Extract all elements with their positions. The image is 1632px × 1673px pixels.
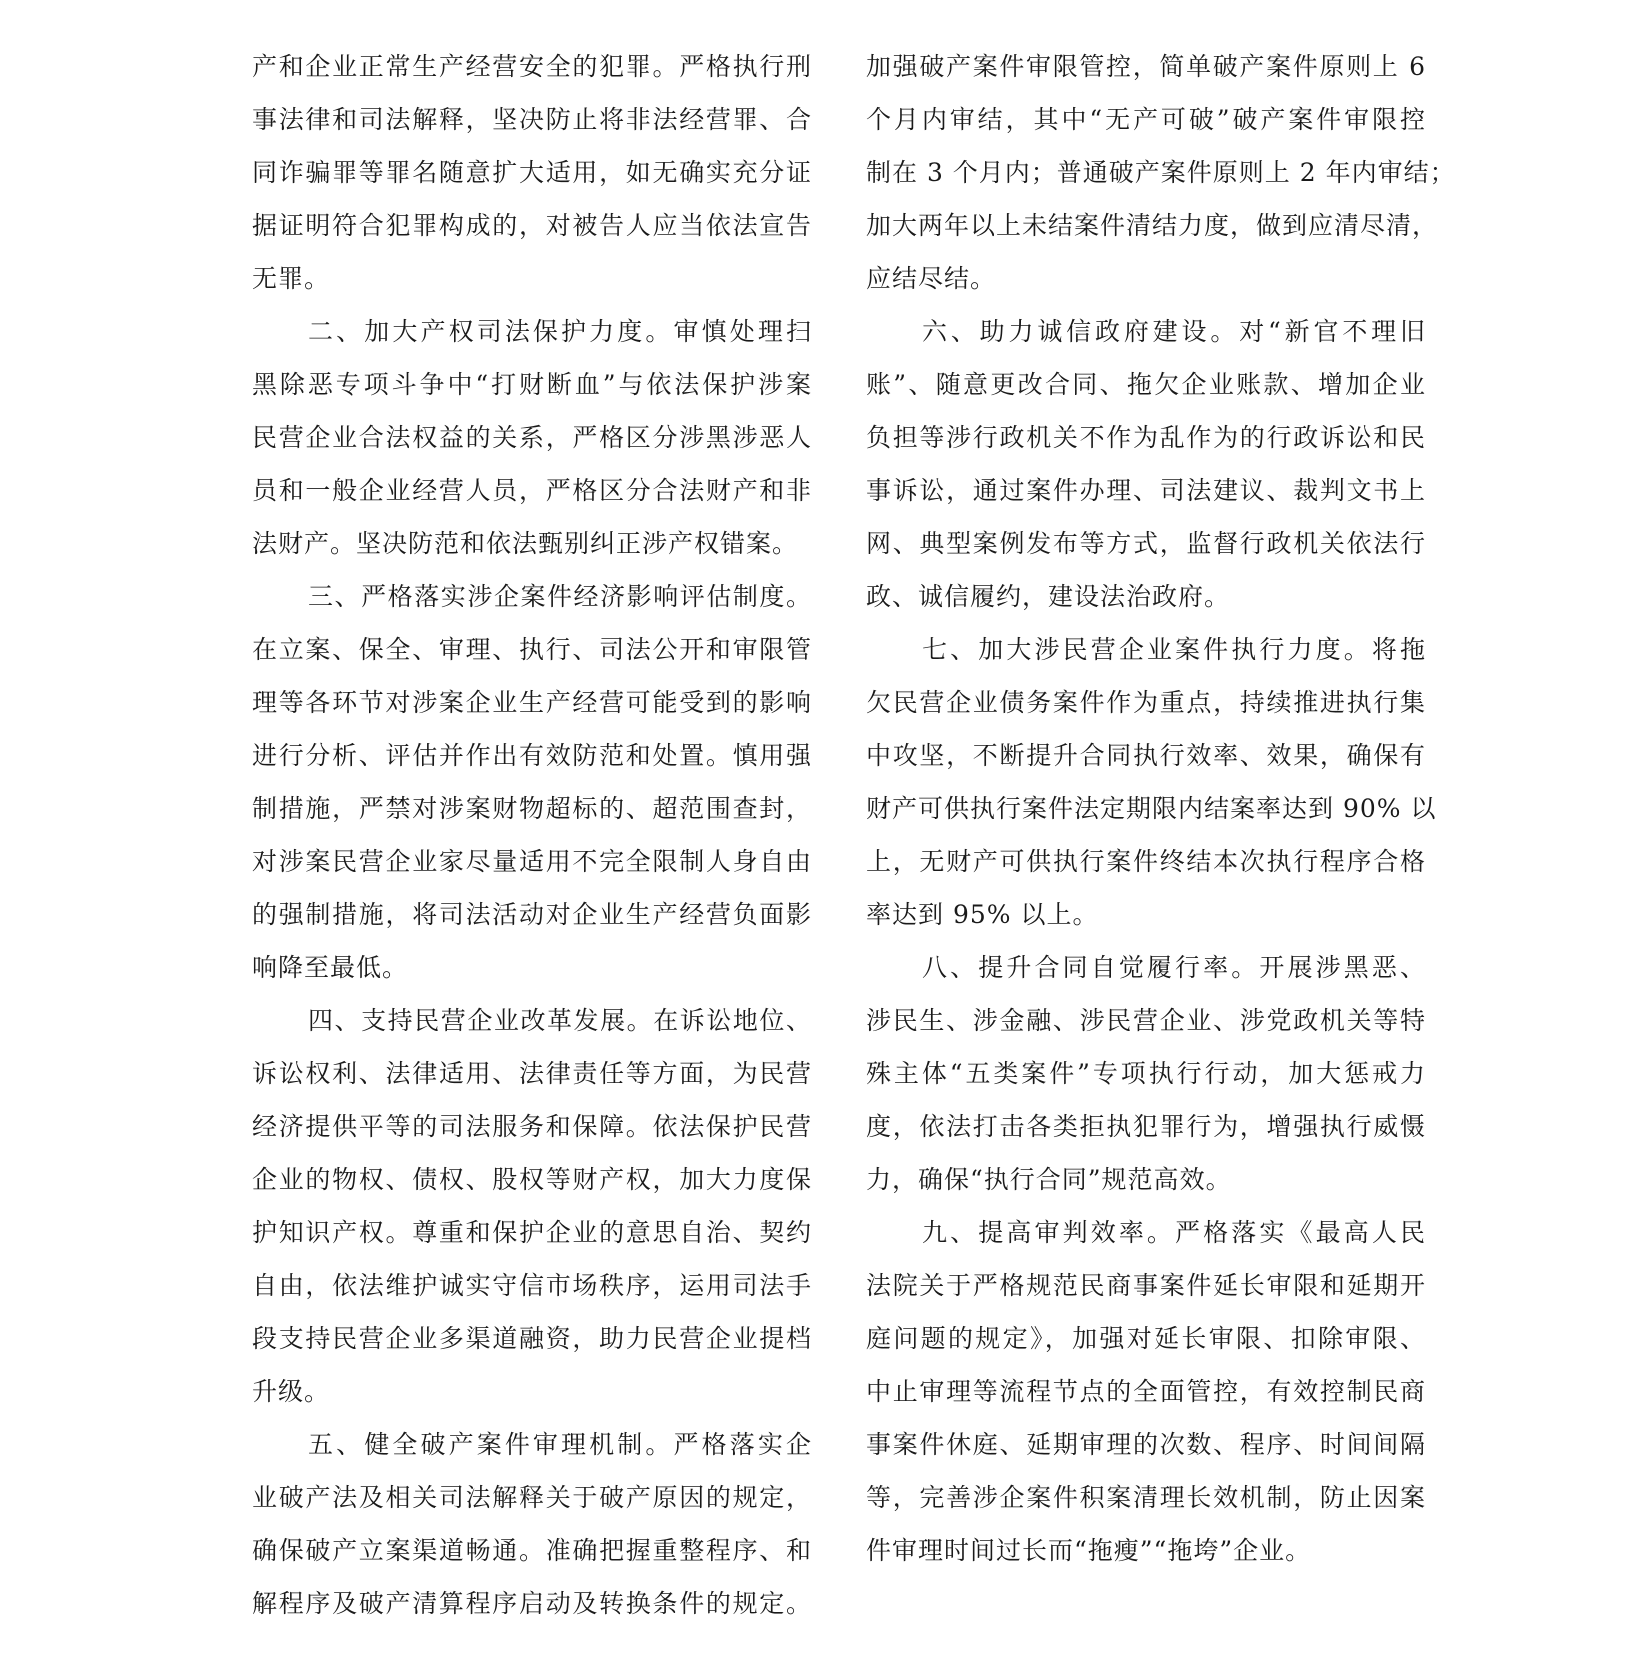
text-line: 法院关于严格规范民商事案件延长审限和延期开 [866, 1271, 1426, 1300]
text-line: 诉讼权利、法律适用、法律责任等方面，为民营 [252, 1059, 812, 1088]
text-line: 黑除恶专项斗争中“打财断血”与依法保护涉案 [252, 370, 812, 399]
text-line: 二、加大产权司法保护力度。审慎处理扫 [308, 317, 812, 346]
text-line: 度，依法打击各类拒执犯罪行为，增强执行威慑 [866, 1112, 1426, 1141]
text-line: 五、健全破产案件审理机制。严格落实企 [308, 1430, 812, 1459]
text-line: 中止审理等流程节点的全面管控，有效控制民商 [866, 1377, 1426, 1406]
text-line: 财产可供执行案件法定期限内结案率达到 90% 以 [866, 794, 1437, 823]
text-line: 据证明符合犯罪构成的，对被告人应当依法宣告 [252, 211, 812, 240]
text-line: 理等各环节对涉案企业生产经营可能受到的影响 [252, 688, 812, 717]
text-line: 护知识产权。尊重和保护企业的意思自治、契约 [252, 1218, 812, 1247]
text-line: 网、典型案例发布等方式，监督行政机关依法行 [866, 529, 1426, 558]
text-line: 经济提供平等的司法服务和保障。依法保护民营 [252, 1112, 812, 1141]
text-line: 负担等涉行政机关不作为乱作为的行政诉讼和民 [866, 423, 1426, 452]
text-line: 制措施，严禁对涉案财物超标的、超范围查封， [252, 794, 812, 823]
text-line: 升级。 [252, 1377, 331, 1406]
text-line: 殊主体“五类案件”专项执行行动，加大惩戒力 [866, 1059, 1426, 1088]
text-line: 欠民营企业债务案件作为重点，持续推进执行集 [866, 688, 1426, 717]
text-line: 企业的物权、债权、股权等财产权，加大力度保 [252, 1165, 812, 1194]
text-line: 庭问题的规定》，加强对延长审限、扣除审限、 [866, 1324, 1426, 1353]
text-line: 七、加大涉民营企业案件执行力度。将拖 [922, 635, 1426, 664]
text-line: 三、严格落实涉企案件经济影响评估制度。 [308, 582, 812, 611]
text-line: 法财产。坚决防范和依法甄别纠正涉产权错案。 [252, 529, 799, 558]
text-line: 八、提升合同自觉履行率。开展涉黑恶、 [922, 953, 1426, 982]
text-line: 产和企业正常生产经营安全的犯罪。严格执行刑 [252, 52, 812, 81]
text-line: 事案件休庭、延期审理的次数、程序、时间间隔 [866, 1430, 1426, 1459]
text-line: 加大两年以上未结案件清结力度，做到应清尽清， [866, 211, 1439, 240]
text-line: 段支持民营企业多渠道融资，助力民营企业提档 [252, 1324, 812, 1353]
text-line: 上，无财产可供执行案件终结本次执行程序合格 [866, 847, 1426, 876]
text-line: 事诉讼，通过案件办理、司法建议、裁判文书上 [866, 476, 1426, 505]
text-line: 中攻坚，不断提升合同执行效率、效果，确保有 [866, 741, 1426, 770]
text-line: 业破产法及相关司法解释关于破产原因的规定， [252, 1483, 812, 1512]
text-line: 同诈骗罪等罪名随意扩大适用，如无确实充分证 [252, 158, 812, 187]
text-line: 等，完善涉企案件积案清理长效机制，防止因案 [866, 1483, 1426, 1512]
text-line: 账”、随意更改合同、拖欠企业账款、增加企业 [866, 370, 1426, 399]
text-line: 政、诚信履约，建设法治政府。 [866, 582, 1231, 611]
text-line: 四、支持民营企业改革发展。在诉讼地位、 [308, 1006, 812, 1035]
text-line: 涉民生、涉金融、涉民营企业、涉党政机关等特 [866, 1006, 1426, 1035]
text-line: 加强破产案件审限管控，简单破产案件原则上 6 [866, 52, 1426, 81]
text-line: 六、助力诚信政府建设。对“新官不理旧 [922, 317, 1426, 346]
text-line: 的强制措施，将司法活动对企业生产经营负面影 [252, 900, 812, 929]
text-line: 制在 3 个月内；普通破产案件原则上 2 年内审结； [866, 158, 1456, 187]
text-line: 应结尽结。 [866, 264, 997, 293]
text-line: 解程序及破产清算程序启动及转换条件的规定。 [252, 1589, 812, 1618]
text-line: 员和一般企业经营人员，严格区分合法财产和非 [252, 476, 812, 505]
text-line: 事法律和司法解释，坚决防止将非法经营罪、合 [252, 105, 812, 134]
text-line: 力，确保“执行合同”规范高效。 [866, 1165, 1232, 1194]
text-line: 在立案、保全、审理、执行、司法公开和审限管 [252, 635, 812, 664]
text-line: 对涉案民营企业家尽量适用不完全限制人身自由 [252, 847, 812, 876]
left-column [252, 40, 812, 1630]
text-line: 件审理时间过长而“拖瘦”“拖垮”企业。 [866, 1536, 1312, 1565]
text-line: 确保破产立案渠道畅通。准确把握重整程序、和 [252, 1536, 812, 1565]
text-line: 无罪。 [252, 264, 331, 293]
text-line: 九、提高审判效率。严格落实《最高人民 [922, 1218, 1426, 1247]
text-line: 进行分析、评估并作出有效防范和处置。慎用强 [252, 741, 812, 770]
text-line: 个月内审结，其中“无产可破”破产案件审限控 [866, 105, 1426, 134]
text-line: 自由，依法维护诚实守信市场秩序，运用司法手 [252, 1271, 812, 1300]
text-line: 响降至最低。 [252, 953, 409, 982]
text-line: 率达到 95% 以上。 [866, 900, 1099, 929]
right-column [866, 40, 1456, 1577]
text-line: 民营企业合法权益的关系，严格区分涉黑涉恶人 [252, 423, 812, 452]
